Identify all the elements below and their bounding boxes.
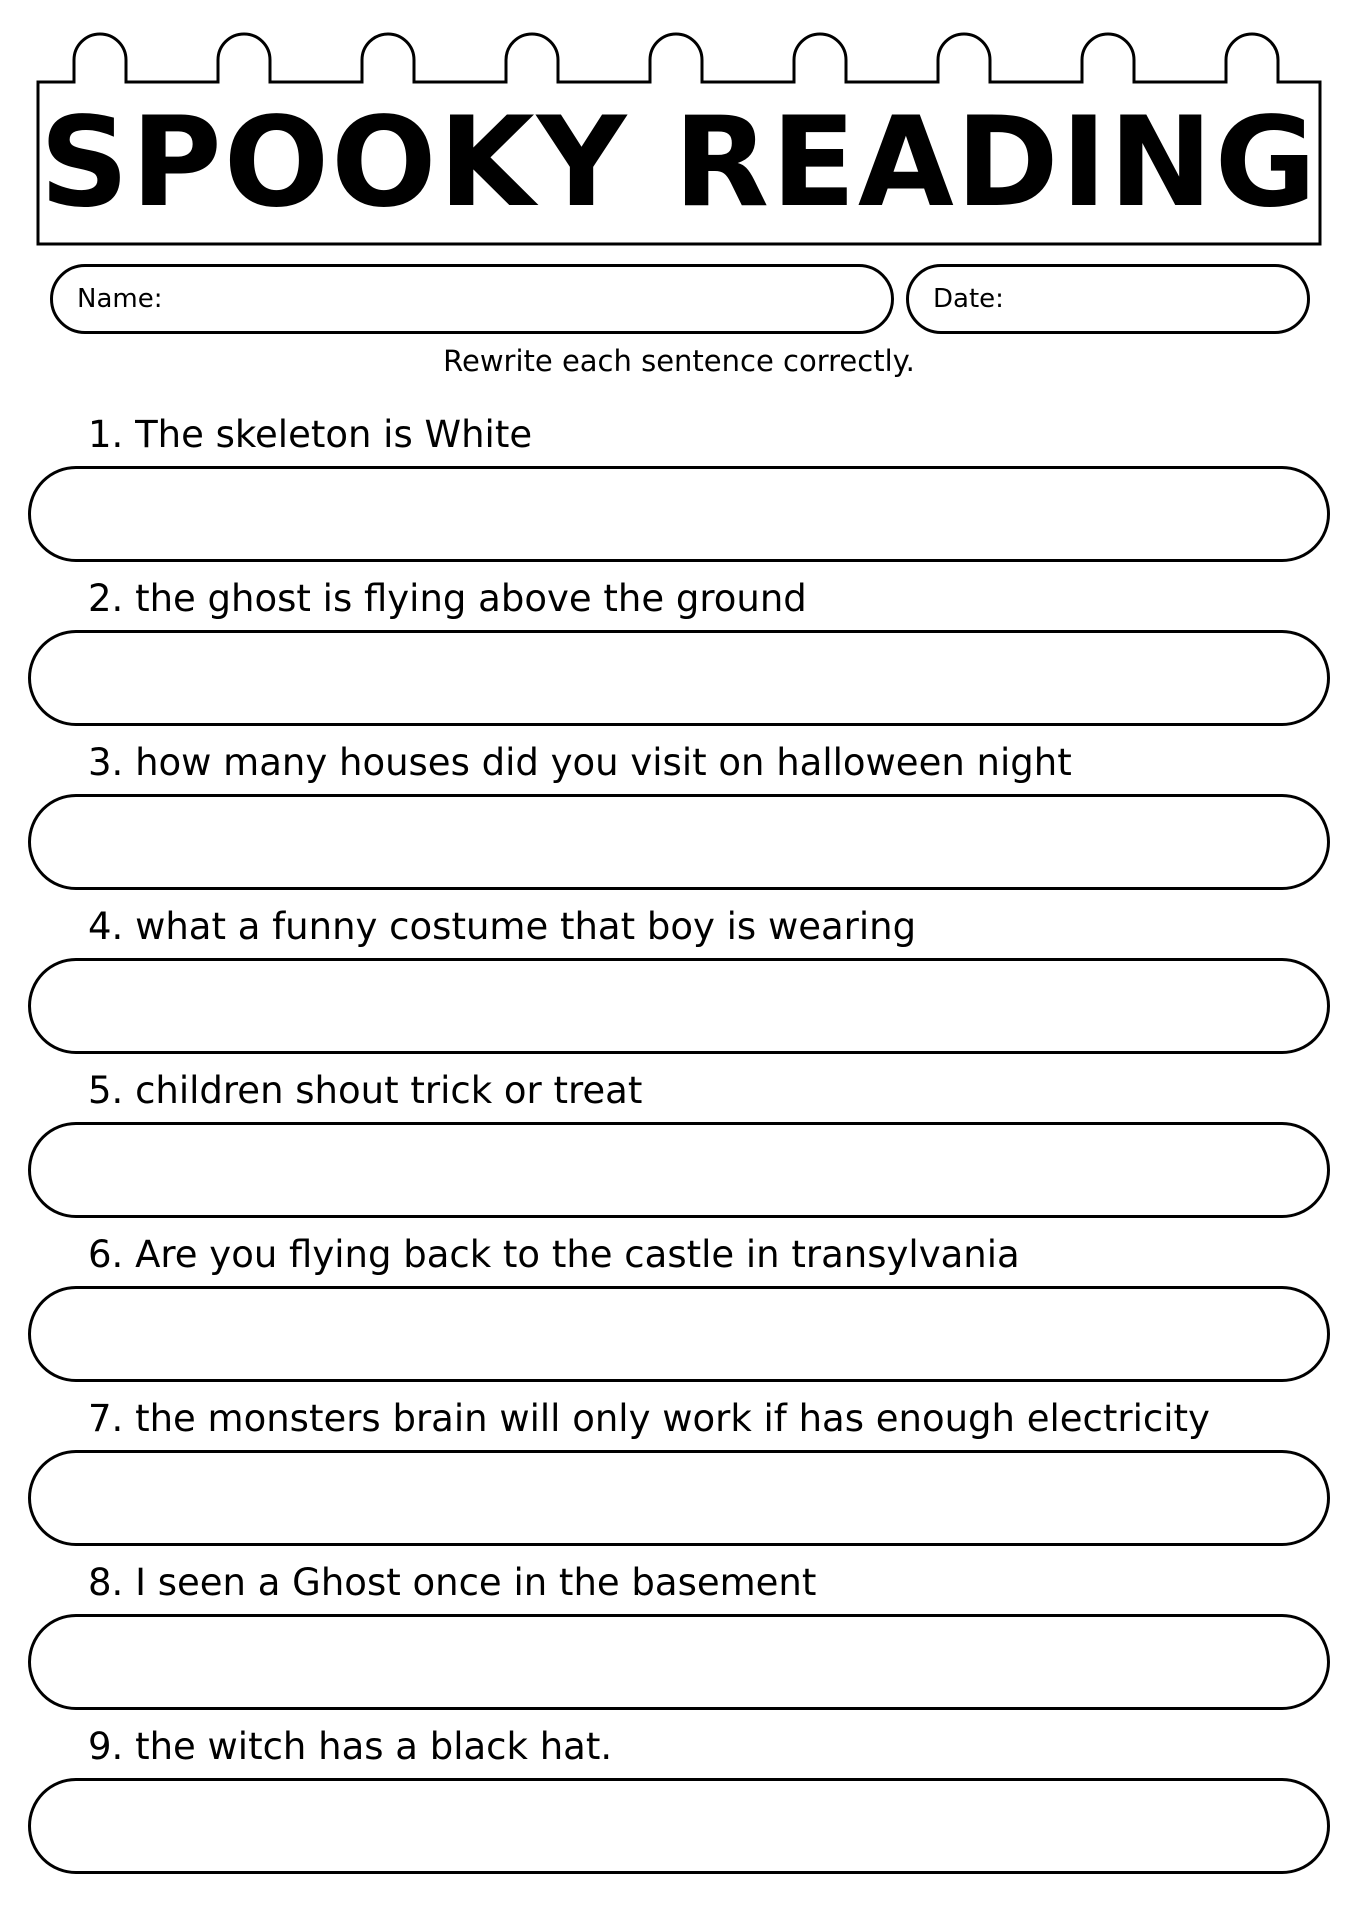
worksheet-title: SPOOKY READING (39, 91, 1319, 235)
answer-box[interactable] (28, 958, 1330, 1054)
name-field[interactable] (50, 264, 894, 334)
answer-box[interactable] (28, 1122, 1330, 1218)
question-text: 4. what a funny costume that boy is wearing (88, 905, 917, 948)
answer-box[interactable] (28, 1778, 1330, 1874)
question-text: 8. I seen a Ghost once in the basement (88, 1561, 817, 1604)
question-text: 6. Are you flying back to the castle in transylvania (88, 1233, 1020, 1276)
answer-box[interactable] (28, 466, 1330, 562)
answer-box[interactable] (28, 1286, 1330, 1382)
name-label: Name: (77, 284, 163, 314)
date-field[interactable] (906, 264, 1310, 334)
question-text: 1. The skeleton is White (88, 413, 533, 456)
answer-box[interactable] (28, 1614, 1330, 1710)
question-text: 5. children shout trick or treat (88, 1069, 643, 1112)
question-text: 9. the witch has a black hat. (88, 1725, 613, 1768)
instructions: Rewrite each sentence correctly. (443, 344, 915, 378)
question-text: 3. how many houses did you visit on halloween night (88, 741, 1072, 784)
question-text: 2. the ghost is flying above the ground (88, 577, 807, 620)
date-label: Date: (933, 284, 1004, 314)
question-text: 7. the monsters brain will only work if has enough electricity (88, 1397, 1210, 1440)
answer-box[interactable] (28, 794, 1330, 890)
answer-box[interactable] (28, 630, 1330, 726)
answer-box[interactable] (28, 1450, 1330, 1546)
